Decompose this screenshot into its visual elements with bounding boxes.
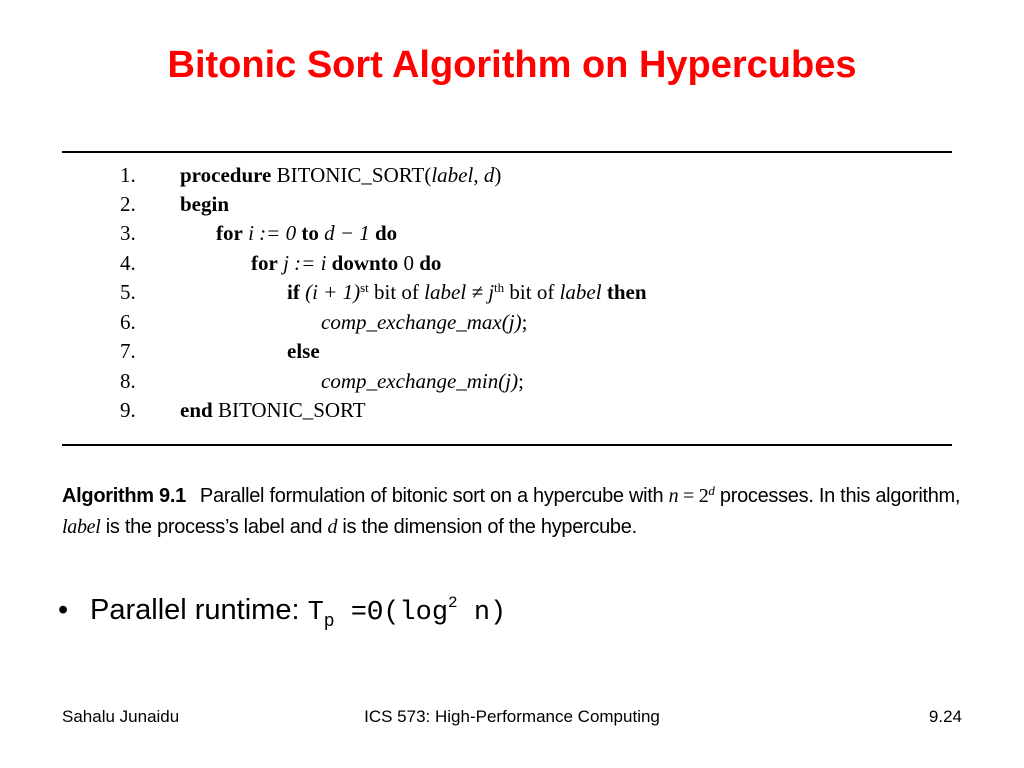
algorithm-line-8 — [0, 369, 1024, 398]
algorithm-line-2 — [0, 192, 1024, 221]
line-number: 5. — [120, 280, 136, 304]
line-code: end BITONIC_SORT — [180, 398, 366, 422]
line-number: 4. — [120, 251, 136, 275]
algorithm-line-3 — [0, 221, 1024, 250]
caption-reference: Algorithm 9.1 — [62, 485, 186, 507]
footer-author: Sahalu Junaidu — [62, 707, 180, 726]
line-code: procedure BITONIC_SORT(label, d) — [180, 163, 502, 187]
algorithm-line-7 — [0, 339, 1024, 368]
bullet-icon: • — [58, 594, 69, 626]
line-number: 6. — [120, 310, 136, 334]
algorithm-line-4 — [0, 251, 1024, 280]
runtime-bullet — [58, 594, 506, 632]
runtime-formula: $T_p =\Theta(\log^2$ n) — [307, 594, 507, 632]
line-number: 3. — [120, 221, 136, 245]
line-number: 8. — [120, 369, 136, 393]
line-code: for i := 0 to d − 1 do — [216, 221, 398, 245]
line-code: comp_exchange_max(j); — [321, 310, 528, 334]
line-number: 9. — [120, 398, 136, 422]
algorithm-line-1 — [0, 163, 1024, 192]
algorithm-caption: Algorithm 9.1 Parallel formulation of bitonic sort on a hypercube with $n = 2^d$ processes. In this algorithm, label is the process’s label and d is the dimension of the hypercube. — [62, 483, 961, 538]
line-number: 2. — [120, 192, 136, 216]
algorithm-line-6 — [0, 310, 1024, 339]
line-code: comp_exchange_min(j); — [321, 369, 524, 393]
bottom-rule — [62, 444, 952, 446]
line-code: if $(i + 1)^{st}$ bit of label ≠ $j^{th}$ bit of label then — [287, 280, 647, 304]
caption-text: Parallel formulation of bitonic sort on a hypercube with — [199, 485, 669, 507]
line-number: 7. — [120, 339, 136, 363]
runtime-label: Parallel runtime: — [90, 594, 308, 626]
line-code: begin — [180, 192, 230, 216]
algorithm-line-9 — [0, 398, 1024, 427]
footer-page-number: 9.24 — [928, 707, 962, 726]
top-rule — [62, 151, 952, 153]
line-code: for j := i downto 0 do — [251, 251, 442, 275]
slide-title: Bitonic Sort Algorithm on Hypercubes — [167, 44, 857, 86]
footer-course: ICS 573: High-Performance Computing — [364, 707, 660, 726]
line-number: 1. — [120, 163, 136, 187]
algorithm-line-5 — [0, 280, 1024, 309]
line-code: else — [287, 339, 320, 363]
